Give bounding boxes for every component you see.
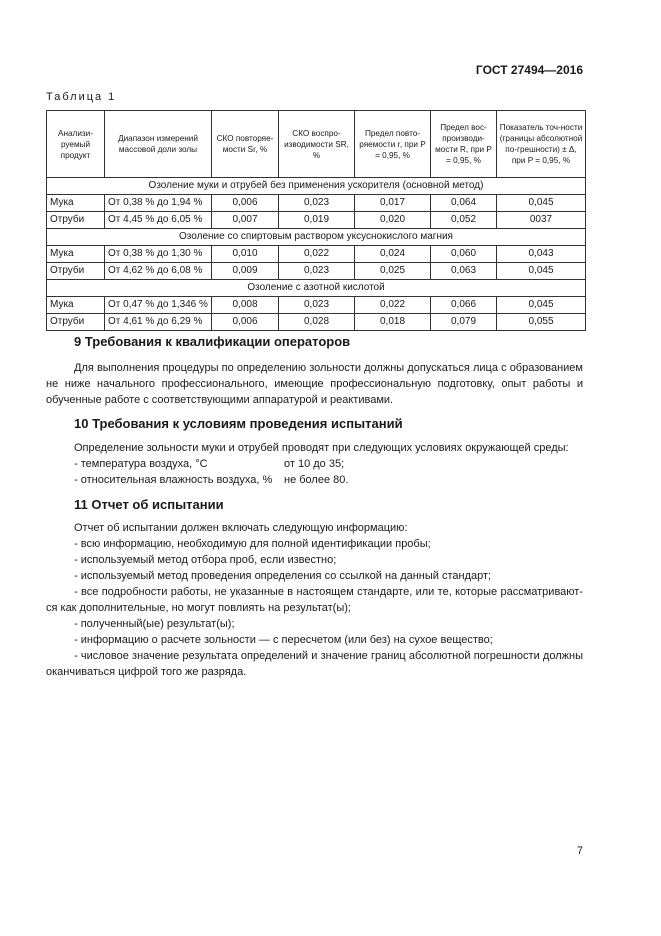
list-item: - всю информацию, необходимую для полной идентификации пробы; <box>74 538 431 550</box>
cell-product: Мука <box>47 246 105 263</box>
group-row <box>47 229 586 246</box>
cell-value: 0,017 <box>355 195 431 212</box>
table-row <box>47 314 586 331</box>
table-row <box>47 195 586 212</box>
cell-value: 0,022 <box>355 297 431 314</box>
cell-value: 0,045 <box>497 195 586 212</box>
group-title: Озоление с азотной кислотой <box>47 280 586 297</box>
col-header-range: Диапазон измерений массовой доли золы <box>105 111 212 178</box>
list-item: - все подробности работы, не указанные в настоящем стандарте, или те, которые рассматриваются как дополнительные, но могут повлиять на результат(ы); <box>46 586 583 614</box>
cell-value: 0,025 <box>355 263 431 280</box>
cell-product: Мука <box>47 297 105 314</box>
section-9-paragraph: Для выполнения процедуры по определению зольности должны допускаться лица с образованием не ниже начального профессионального, имеющие профессиональную подготовку, опыт работы и обученные работе с соответствующими аппаратурой и реактивами. <box>46 362 583 406</box>
col-header-product: Анализи-руемый продукт <box>47 111 105 178</box>
cell-value: 0,055 <box>497 314 586 331</box>
cell-product: Отруби <box>47 212 105 229</box>
cell-value: 0,019 <box>279 212 355 229</box>
cell-value: 0,020 <box>355 212 431 229</box>
cell-value: 0,043 <box>497 246 586 263</box>
col-header-sr: СКО повторяе-мости Sr, % <box>212 111 279 178</box>
cell-value: 0,010 <box>212 246 279 263</box>
cell-value: 0,007 <box>212 212 279 229</box>
cell-value: 0,063 <box>431 263 497 280</box>
cell-value: 0,028 <box>279 314 355 331</box>
list-item: - числовое значение результата определений и значение границ абсолютной погрешности должны оканчиваться цифрой того же разряда. <box>46 650 583 678</box>
cell-range: От 0,38 % до 1,30 % <box>105 246 212 263</box>
cell-range: От 0,38 % до 1,94 % <box>105 195 212 212</box>
cell-product: Отруби <box>47 263 105 280</box>
col-header-r-limit: Предел повто-ряемости r, при P = 0,95, % <box>355 111 431 178</box>
cell-value: 0,023 <box>279 263 355 280</box>
cell-value: 0,045 <box>497 263 586 280</box>
cell-product: Мука <box>47 195 105 212</box>
list-item: - используемый метод проведения определения со ссылкой на данный стандарт; <box>74 570 492 582</box>
table-header-row <box>47 111 586 178</box>
group-row <box>47 178 586 195</box>
precision-table <box>46 110 586 331</box>
cell-value: 0037 <box>497 212 586 229</box>
section-11-intro: Отчет об испытании должен включать следующую информацию: <box>74 522 408 534</box>
page-number: 7 <box>576 845 583 857</box>
table-row <box>47 212 586 229</box>
condition-value: от 10 до 35; <box>284 458 345 470</box>
cell-value: 0,052 <box>431 212 497 229</box>
table-row <box>47 263 586 280</box>
cell-value: 0,018 <box>355 314 431 331</box>
section-9-body <box>46 360 583 408</box>
col-header-accuracy: Показатель точ-ности (границы абсолютной по-грешности) ± Δ, при P = 0,95, % <box>497 111 586 178</box>
cell-product: Отруби <box>47 314 105 331</box>
list-item: - используемый метод отбора проб, если известно; <box>74 554 337 566</box>
cell-range: От 4,62 % до 6,08 % <box>105 263 212 280</box>
section-10-heading: 10 Требования к условиям проведения испытаний <box>74 416 403 431</box>
table-caption: Таблица 1 <box>46 91 117 103</box>
section-11-heading: 11 Отчет об испытании <box>74 497 224 512</box>
condition-label: - относительная влажность воздуха, % <box>74 474 273 486</box>
list-item: - информацию о расчете зольности — с пересчетом (или без) на сухое вещество; <box>74 634 493 646</box>
cell-range: От 4,61 % до 6,29 % <box>105 314 212 331</box>
list-item: - полученный(ые) результат(ы); <box>74 618 235 630</box>
group-title: Озоление со спиртовым раствором уксуснокислого магния <box>47 229 586 246</box>
cell-value: 0,045 <box>497 297 586 314</box>
cell-range: От 4,45 % до 6,05 % <box>105 212 212 229</box>
condition-label: - температура воздуха, °С <box>74 458 208 470</box>
cell-value: 0,060 <box>431 246 497 263</box>
cell-value: 0,023 <box>279 195 355 212</box>
condition-row <box>46 472 583 488</box>
cell-value: 0,008 <box>212 297 279 314</box>
cell-value: 0,064 <box>431 195 497 212</box>
cell-range: От 0,47 % до 1,346 % <box>105 297 212 314</box>
col-header-sR: СКО воспро-изводимости SR, % <box>279 111 355 178</box>
section-11-body <box>46 520 583 680</box>
table-row <box>47 297 586 314</box>
table-row <box>47 246 586 263</box>
cell-value: 0,006 <box>212 314 279 331</box>
group-title: Озоление муки и отрубей без применения ускорителя (основной метод) <box>47 178 586 195</box>
condition-row <box>46 456 583 472</box>
cell-value: 0,006 <box>212 195 279 212</box>
col-header-R-limit: Предел вос-производи-мости R, при P = 0,95, % <box>431 111 497 178</box>
cell-value: 0,066 <box>431 297 497 314</box>
cell-value: 0,022 <box>279 246 355 263</box>
section-9-heading: 9 Требования к квалификации операторов <box>74 334 351 349</box>
standard-number: ГОСТ 27494—2016 <box>475 63 583 77</box>
cell-value: 0,024 <box>355 246 431 263</box>
group-row <box>47 280 586 297</box>
cell-value: 0,023 <box>279 297 355 314</box>
section-10-body <box>46 440 583 488</box>
cell-value: 0,079 <box>431 314 497 331</box>
cell-value: 0,009 <box>212 263 279 280</box>
condition-value: не более 80. <box>284 474 349 486</box>
section-10-intro: Определение зольности муки и отрубей проводят при следующих условиях окружающей среды: <box>74 442 569 454</box>
